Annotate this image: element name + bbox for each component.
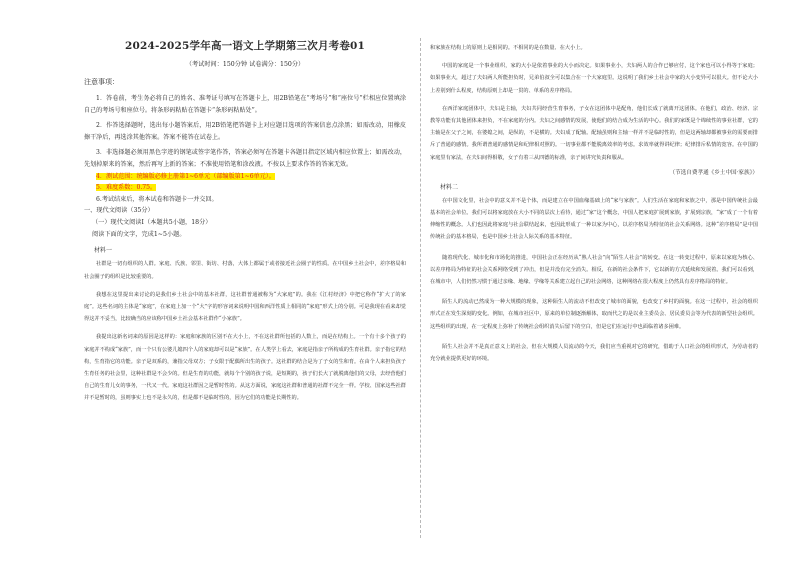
note-item-6: 6.考试结束后，将本试卷和答题卡一并交回。 xyxy=(96,195,218,203)
note-item-4 xyxy=(84,171,406,183)
right-column xyxy=(430,42,758,365)
reading-instruction: 阅读下面的文字，完成1~5小题。 xyxy=(92,231,186,239)
left-column xyxy=(84,38,406,405)
exam-subtitle: （考试时间：150分钟 试卷满分：150分） xyxy=(185,61,305,68)
subsection-heading: （一）现代文阅读Ⅰ（本题共5小题，18分） xyxy=(92,219,212,227)
left-paragraph-2: 我想在这里提出来讨论的是我们乡土社会中的基本社群，这社群普通被称为“大家庭”的。我在《江村经济》中把它称作“扩大了的家庭”。这些名词的主体是“家庭”，在家庭上加一个“大”字的形容词来说明中国和西洋性质上相同的“家庭”形式上的分别。可是我现在看来却觉得这并不妥当，比较确当的应该称中国乡土社会基本社群作“小家族”。 xyxy=(84,291,406,323)
source-citation: （节选自费孝通《乡土中国·家族》） xyxy=(669,169,758,176)
right-paragraph-5: 陌生人的流动已然成为一种大规模的现象，这种陌生人的流动不但改变了城市的面貌，也改变了乡村的面貌。在这一过程中，社会的组织形式正在发生深刻的变化。例如，在城市社区中，原来的单位制逐渐解体，取而代之的是以业主委员会、居民委员会等为代表的新型社会组织。这些组织的出现，在一定程度上弥补了传统社会组织消失后留下的空白，但是它们在运行中也面临着诸多困难。 xyxy=(430,299,758,330)
right-paragraph-6: 陌生人社会并不是真正意义上的社会，但在大规模人员流动的今天，我们应当重视对它的研究，借助于人口社会的组织形式，为劳动者的充分就业提供更好的环境。 xyxy=(430,343,758,363)
left-paragraph-3: 我提出这新名词来的原因是这样的：家庭和家族的区别不在大小上，不在这社群所包括的人数上，而是在结构上。一个有十多个孩子的家庭并不构成“家族”，而一个只有公婆儿媳四个人的家庭却可以是“家族”。在人类学上看去，家庭是指亲子所构成的生育社群。亲子指它的结构，生育指它的功能。亲子是双系的，兼指父母双方；子女限于配偶所出生的孩子。这社群的结合是为了子女的生和育。在由个人来担负孩子生育任务的社会里，这种社群是不会少的。但是生育的功能，就每个个别的孩子说，是短期的，孩子们长大了就脱离他们的父母，去经营他们自己的生育儿女的事务，一代又一代。家庭这社群因之是暂时性的。从这方面说，家庭这社群和普通的社群不完全一样。学校、国家这些社群并不是暂时的，虽则事实上也不是永久的，但是都不是临时性的，因为它们的功能是长期性的。 xyxy=(84,334,406,402)
difficulty-highlight: 5．难度系数：0.75。 xyxy=(96,184,157,192)
notes-heading: 注意事项： xyxy=(84,78,119,86)
material-2-label: 材料二 xyxy=(440,183,459,191)
material-1-label: 材料一 xyxy=(94,247,113,255)
right-paragraph-2: 在西洋家庭团体中，夫妇是主轴，夫妇共同经营生育事务，子女在这团体中是配角，他们长成了就离开这团体。在他们，政治、经济、宗教等功能有其他团体来担负，不在家庭的分内。夫妇之间感情的发展，使他们的结合成为生活的中心。我们的家既是个绵续性的事业社群，它的主轴是在父子之间，在婆媳之间，是纵的，不是横的。夫妇成了配轴。配轴虽则和主轴一样并不是临时性的，但是这两轴却都被事业的需要而排斥了普通的感情。我所谓普通的感情是和纪律相对照的。一切事业都不能脱离效率的考虑。求效率就得讲纪律；纪律排斥私情的宽容。在中国的家庭里有家法，在夫妇间得相敬，女子有着三从四德的标准，亲子间讲究负责和服从。 xyxy=(430,105,758,161)
test-scope-highlight: 4．测试范围：统编版必修上册第1~6单元（部编版第1~6单元）。 xyxy=(96,172,275,180)
right-paragraph-3: 在中国文化里，社会中的意义并不是个体，而是建立在中国血缘基础上的“家与家族”。人们生活在家庭和家族之中，那是中国传统社会最基本的社会单位。我们可以将家庭放在大小不同的层次上看待，通过“家”这个概念，中国人把家庭扩展到家族，扩展到宗族，“家”成了一个有着伸缩性的概念。人们也因此将家庭与社会联结起来，也因此形成了一种以家为中心，以差序格局为特征的社会关系网络。这种“差序格局”是中国传统社会的基本格局，也是中国乡土社会人际关系的基本特征。 xyxy=(430,197,758,241)
left-paragraph-1: 社群是一切有组织的人群。家庭、氏族、邻里、街坊、村落，大体上都属于或者接近社会圈子的性质。在中国乡土社会中，差序格局和社会圈子的组织是比较重要的。 xyxy=(84,261,406,280)
column-divider xyxy=(420,38,421,538)
right-paragraph-4: 随着现代化、城市化和市场化的推进，中国社会正在经历从“熟人社会”向“陌生人社会”的转变。在这一转变过程中，原来以家庭为核心、以差序格局为特征的社会关系网络受到了冲击，但是并没有完全消失。相反，在新的社会条件下，它以新的方式延续和发展着。我们可以看到，在城市中，人们仍然习惯于通过亲缘、地缘、学缘等关系建立起自己的社会网络，这种网络在很大程度上仍然具有差序格局的特征。 xyxy=(430,254,758,286)
section-heading: 一、现代文阅读（35分） xyxy=(84,207,154,215)
note-item-5 xyxy=(84,182,406,194)
right-paragraph-0: 和家族在结构上的原则上是相同的。不相同的是在数量、在大小上。 xyxy=(430,45,586,51)
right-paragraph-1: 中国的家庭是一个事业组织，家的大小是依着事业的大小而决定。如果事业小，夫妇两人的合作已够应付，这个家也可以小得等于家庭；如果事业大，超过了夫妇两人所能担负时，兄弟伯叔全可以集合在一个大家庭里。这说明了我们乡土社会中家的大小变异可以很大。但不论大小上差别到什么程度，结构原则上却是一贯的、单系的差序格局。 xyxy=(430,63,758,94)
note-item-2: 2．作答选择题时，选出每小题答案后，用2B铅笔把答题卡上对应题目选项的答案信息点涂黑；如需改动，用橡皮擦干净后，再选涂其他答案。答案不能答在试卷上。 xyxy=(84,122,406,141)
exam-title: 2024-2025学年高一语文上学期第三次月考卷01 xyxy=(124,40,366,52)
note-item-1: 1．答卷前，考生务必将自己的姓名、准考证号填写在答题卡上，用2B铅笔在“考场号”和“座位号”栏相应位置填涂自己的考场号和座位号。将条形码粘贴在答题卡“条形码粘贴处”。 xyxy=(84,95,406,114)
note-item-3: 3．非选择题必须用黑色字迹的钢笔或签字笔作答，答案必须写在答题卡各题目指定区域内相应位置上；如需改动，先划掉原来的答案，然后再写上新的答案；不准使用铅笔和涂改液。不按以上要求作答的答案无效。 xyxy=(84,149,406,168)
